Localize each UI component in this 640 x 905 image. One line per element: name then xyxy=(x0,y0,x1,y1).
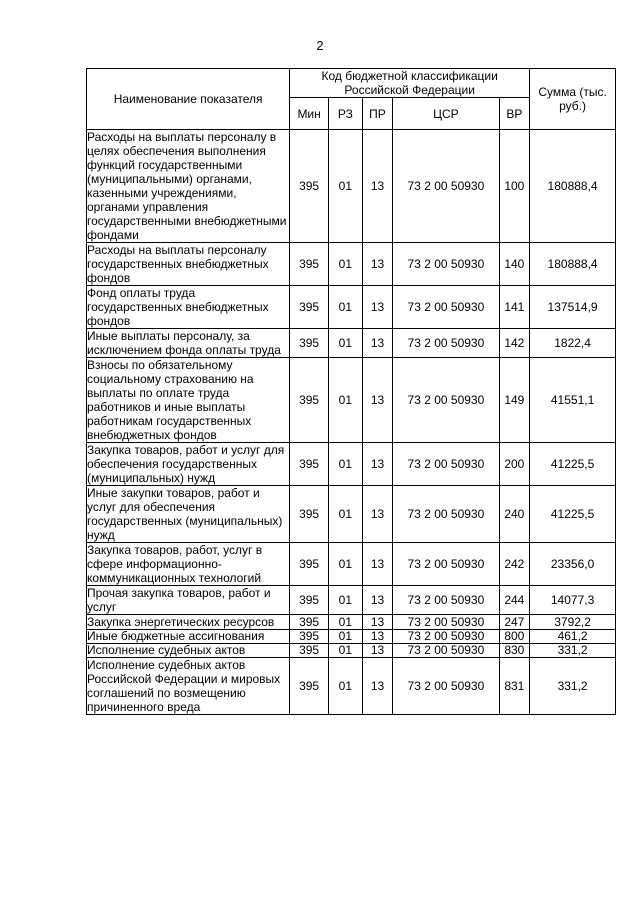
row-vr: 100 xyxy=(499,130,530,243)
row-pr: 13 xyxy=(362,658,393,715)
table-row xyxy=(87,486,616,543)
row-sum: 331,2 xyxy=(530,644,616,658)
row-csr: 73 2 00 50930 xyxy=(393,615,499,630)
row-vr: 142 xyxy=(499,329,530,358)
table-row xyxy=(87,543,616,586)
row-rz: 01 xyxy=(329,329,363,358)
row-csr: 73 2 00 50930 xyxy=(393,443,499,486)
row-pr: 13 xyxy=(362,615,393,630)
row-rz: 01 xyxy=(329,644,363,658)
row-min: 395 xyxy=(290,630,329,644)
table-row xyxy=(87,358,616,443)
row-name: Иные закупки товаров, работ и услуг для обеспечения государственных (муниципальных) нужд xyxy=(87,486,290,543)
row-csr: 73 2 00 50930 xyxy=(393,658,499,715)
row-pr: 13 xyxy=(362,243,393,286)
row-min: 395 xyxy=(290,243,329,286)
row-rz: 01 xyxy=(329,658,363,715)
row-rz: 01 xyxy=(329,543,363,586)
table-row xyxy=(87,615,616,630)
row-csr: 73 2 00 50930 xyxy=(393,243,499,286)
header-min: Мин xyxy=(290,98,329,130)
row-sum: 23356,0 xyxy=(530,543,616,586)
row-pr: 13 xyxy=(362,644,393,658)
row-pr: 13 xyxy=(362,630,393,644)
row-vr: 800 xyxy=(499,630,530,644)
row-sum: 1822,4 xyxy=(530,329,616,358)
row-sum: 180888,4 xyxy=(530,130,616,243)
row-csr: 73 2 00 50930 xyxy=(393,486,499,543)
row-min: 395 xyxy=(290,286,329,329)
row-vr: 830 xyxy=(499,644,530,658)
table-row xyxy=(87,644,616,658)
row-name: Расходы на выплаты персоналу в целях обеспечения выполнения функций государственными (муниципальными) органами, казенными учреждениями, органами управления государственными внебюджетными фондами xyxy=(87,130,290,243)
row-rz: 01 xyxy=(329,358,363,443)
header-name: Наименование показателя xyxy=(87,69,290,130)
row-pr: 13 xyxy=(362,286,393,329)
row-min: 395 xyxy=(290,130,329,243)
row-vr: 247 xyxy=(499,615,530,630)
row-sum: 41551,1 xyxy=(530,358,616,443)
row-min: 395 xyxy=(290,615,329,630)
table-row xyxy=(87,130,616,243)
table-row xyxy=(87,286,616,329)
row-pr: 13 xyxy=(362,486,393,543)
row-sum: 137514,9 xyxy=(530,286,616,329)
row-name: Закупка энергетических ресурсов xyxy=(87,615,290,630)
row-rz: 01 xyxy=(329,586,363,615)
row-vr: 831 xyxy=(499,658,530,715)
row-min: 395 xyxy=(290,586,329,615)
table-row xyxy=(87,443,616,486)
row-name: Исполнение судебных актов Российской Федерации и мировых соглашений по возмещению причиненного вреда xyxy=(87,658,290,715)
row-sum: 41225,5 xyxy=(530,486,616,543)
row-sum: 461,2 xyxy=(530,630,616,644)
row-name: Иные бюджетные ассигнования xyxy=(87,630,290,644)
header-csr: ЦСР xyxy=(393,98,499,130)
header-sum: Сумма (тыс. руб.) xyxy=(530,69,616,130)
row-name: Фонд оплаты труда государственных внебюджетных фондов xyxy=(87,286,290,329)
row-pr: 13 xyxy=(362,543,393,586)
row-sum: 14077,3 xyxy=(530,586,616,615)
row-sum: 41225,5 xyxy=(530,443,616,486)
row-vr: 242 xyxy=(499,543,530,586)
row-min: 395 xyxy=(290,644,329,658)
row-name: Прочая закупка товаров, работ и услуг xyxy=(87,586,290,615)
row-sum: 180888,4 xyxy=(530,243,616,286)
row-pr: 13 xyxy=(362,329,393,358)
table-row xyxy=(87,658,616,715)
row-vr: 200 xyxy=(499,443,530,486)
header-rz: РЗ xyxy=(329,98,363,130)
row-pr: 13 xyxy=(362,443,393,486)
row-name: Взносы по обязательному социальному страхованию на выплаты по оплате труда работников и иные выплаты работникам государственных внебюджетных фондов xyxy=(87,358,290,443)
row-rz: 01 xyxy=(329,630,363,644)
row-min: 395 xyxy=(290,658,329,715)
row-min: 395 xyxy=(290,486,329,543)
page-number: 2 xyxy=(316,38,324,53)
row-name: Закупка товаров, работ, услуг в сфере информационно-коммуникационных технологий xyxy=(87,543,290,586)
row-min: 395 xyxy=(290,443,329,486)
row-pr: 13 xyxy=(362,586,393,615)
row-csr: 73 2 00 50930 xyxy=(393,543,499,586)
row-rz: 01 xyxy=(329,243,363,286)
row-name: Расходы на выплаты персоналу государственных внебюджетных фондов xyxy=(87,243,290,286)
budget-table xyxy=(86,68,616,715)
header-vr: ВР xyxy=(499,98,530,130)
row-csr: 73 2 00 50930 xyxy=(393,630,499,644)
row-sum: 331,2 xyxy=(530,658,616,715)
table-row xyxy=(87,329,616,358)
row-csr: 73 2 00 50930 xyxy=(393,286,499,329)
row-vr: 244 xyxy=(499,586,530,615)
table-row xyxy=(87,243,616,286)
row-rz: 01 xyxy=(329,286,363,329)
row-csr: 73 2 00 50930 xyxy=(393,586,499,615)
row-vr: 141 xyxy=(499,286,530,329)
table-row xyxy=(87,586,616,615)
row-pr: 13 xyxy=(362,358,393,443)
row-pr: 13 xyxy=(362,130,393,243)
row-csr: 73 2 00 50930 xyxy=(393,329,499,358)
row-vr: 149 xyxy=(499,358,530,443)
row-vr: 140 xyxy=(499,243,530,286)
table-row xyxy=(87,630,616,644)
row-rz: 01 xyxy=(329,130,363,243)
row-min: 395 xyxy=(290,329,329,358)
row-rz: 01 xyxy=(329,615,363,630)
row-name: Иные выплаты персоналу, за исключением фонда оплаты труда xyxy=(87,329,290,358)
row-name: Исполнение судебных актов xyxy=(87,644,290,658)
row-rz: 01 xyxy=(329,443,363,486)
header-pr: ПР xyxy=(362,98,393,130)
row-min: 395 xyxy=(290,543,329,586)
row-name: Закупка товаров, работ и услуг для обеспечения государственных (муниципальных) нужд xyxy=(87,443,290,486)
row-vr: 240 xyxy=(499,486,530,543)
row-csr: 73 2 00 50930 xyxy=(393,358,499,443)
row-sum: 3792,2 xyxy=(530,615,616,630)
row-min: 395 xyxy=(290,358,329,443)
header-code-group: Код бюджетной классификации Российской Федерации xyxy=(290,69,530,98)
row-csr: 73 2 00 50930 xyxy=(393,130,499,243)
row-csr: 73 2 00 50930 xyxy=(393,644,499,658)
row-rz: 01 xyxy=(329,486,363,543)
